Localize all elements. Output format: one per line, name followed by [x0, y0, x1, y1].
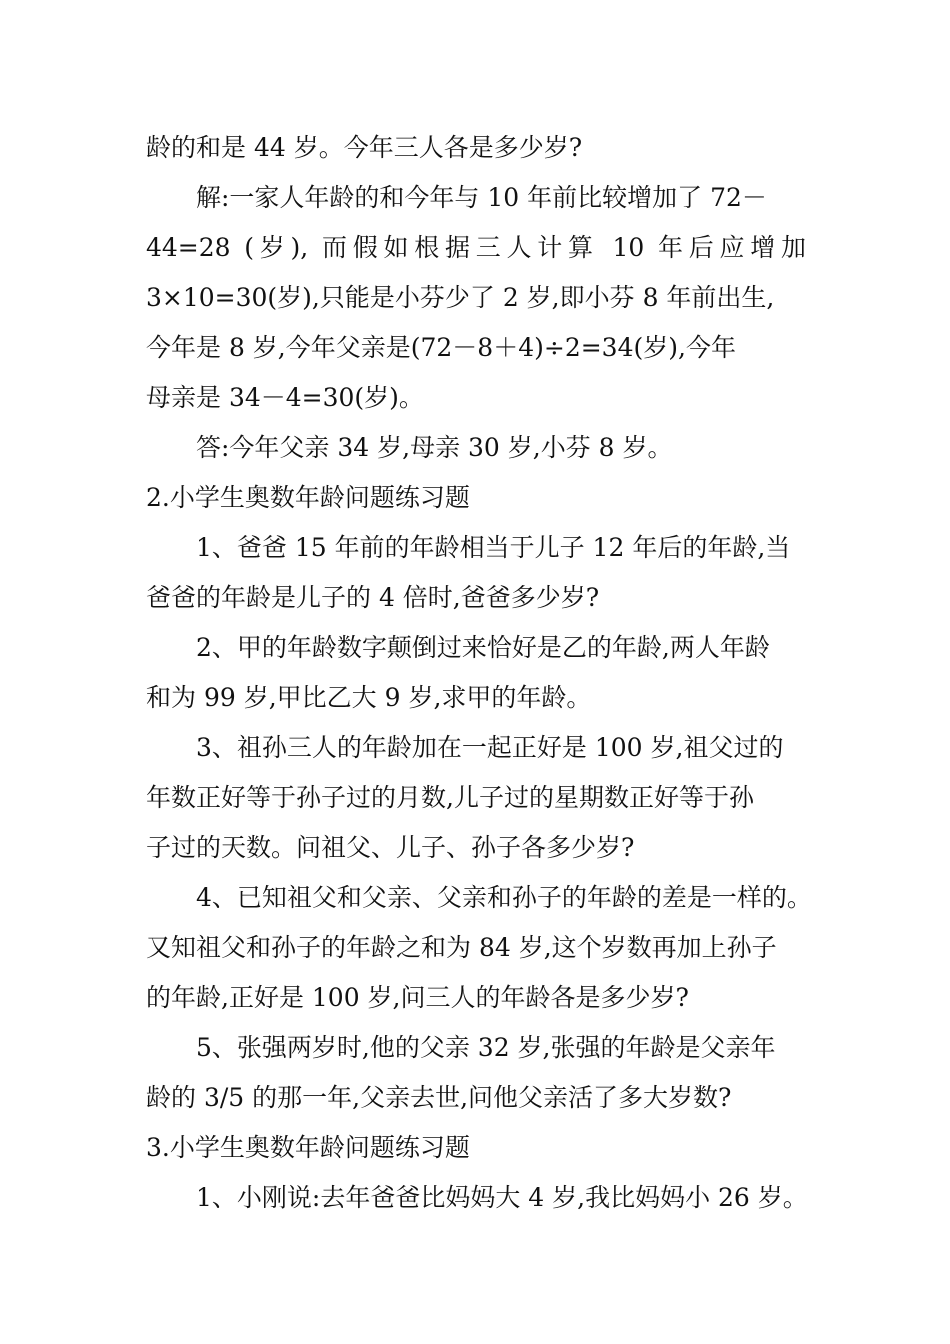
text-line: 爸爸的年龄是儿子的 4 倍时,爸爸多少岁?	[146, 583, 600, 612]
question-2: 2、甲的年龄数字颠倒过来恰好是乙的年龄,两人年龄	[196, 633, 770, 662]
text-line: 3×10=30(岁),只能是小芬少了 2 岁,即小芬 8 年前出生,	[146, 283, 775, 312]
question-1: 1、小刚说:去年爸爸比妈妈大 4 岁,我比妈妈小 26 岁。	[196, 1183, 808, 1212]
question-4: 4、已知祖父和父亲、父亲和孙子的年龄的差是一样的。	[196, 883, 812, 912]
answer-paragraph: 答:今年父亲 34 岁,母亲 30 岁,小芬 8 岁。	[196, 433, 673, 462]
text-line: 龄的和是 44 岁。今年三人各是多少岁?	[146, 133, 583, 162]
text-line: 母亲是 34－4=30(岁)。	[146, 383, 424, 412]
text-line: 和为 99 岁,甲比乙大 9 岁,求甲的年龄。	[146, 683, 592, 712]
text-line: 子过的天数。问祖父、儿子、孙子各多少岁?	[146, 833, 635, 862]
question-3: 3、祖孙三人的年龄加在一起正好是 100 岁,祖父过的	[196, 733, 784, 762]
solution-paragraph: 解:一家人年龄的和今年与 10 年前比较增加了 72－	[196, 183, 767, 212]
text-line: 年数正好等于孙子过的月数,儿子过的星期数正好等于孙	[146, 783, 754, 812]
text-line: 44=28 (岁), 而假如根据三人计算 10 年后应增加	[146, 233, 806, 262]
text-line: 今年是 8 岁,今年父亲是(72－8＋4)÷2=34(岁),今年	[146, 333, 736, 362]
section-heading: 3.小学生奥数年龄问题练习题	[146, 1133, 470, 1162]
question-1: 1、爸爸 15 年前的年龄相当于儿子 12 年后的年龄,当	[196, 533, 791, 562]
text-line: 龄的 3/5 的那一年,父亲去世,问他父亲活了多大岁数?	[146, 1083, 732, 1112]
text-line: 又知祖父和孙子的年龄之和为 84 岁,这个岁数再加上孙子	[146, 933, 777, 962]
question-5: 5、张强两岁时,他的父亲 32 岁,张强的年龄是父亲年	[196, 1033, 776, 1062]
text-line: 的年龄,正好是 100 岁,问三人的年龄各是多少岁?	[146, 983, 689, 1012]
section-heading: 2.小学生奥数年龄问题练习题	[146, 483, 470, 512]
